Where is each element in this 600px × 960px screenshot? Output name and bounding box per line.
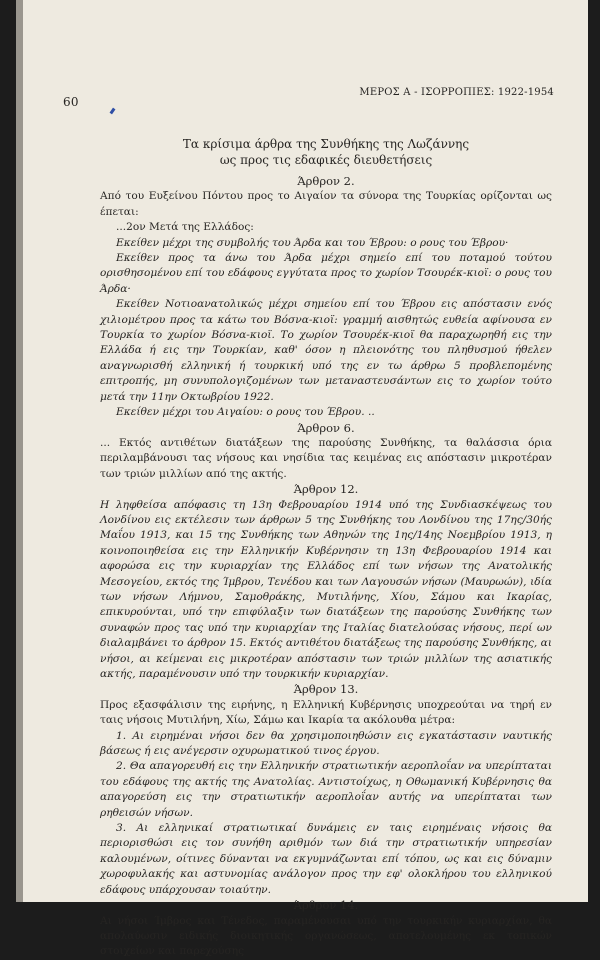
- page-edge-shadow: [16, 0, 23, 902]
- article-12-paragraph: Η ληφθείσα απόφασις τη 13η Φεβρουαρίου 1914 υπό της Συνδιασκέψεως του Λονδίνου εις εκτέλεσιν των άρθρων 5 της Συνθήκης του Λονδίνου της 17ης/30ής Μαΐου 1913, και 15 της Συνθήκης των Αθηνών της 1ης/14ης Νοεμβρίου 1913, η κοινοποιηθείσα εις την Ελληνικήν Κυβέρνησιν τη 13η Φεβρουαρίου 1914 και αφορώσα εις την κυριαρχίαν της Ελλάδος επί των νήσων της Ανατολικής Μεσογείου, εκτός της Ίμβρου, Τενέδου και των Λαγουσών νήσων (Μαυρωών), ιδία των νήσων Λήμνου, Σαμοθράκης, Μυτιλήνης, Χίου, Σάμου και Ικαρίας, επικυρούνται, υπό την επιφύλαξιν των διατάξεων της παρούσης Συνθήκης των συναφών προς τας υπό την κυριαρχίαν της Ιταλίας διατελούσας νήσους, περί ων διαλαμβάνει το άρθρον 15. Εκτός αντιθέτου διατάξεως της παρούσης Συνθήκης, αι νήσοι, αι κείμεναι εις μικροτέραν απόστασιν των τριών μιλλίων της ασιατικής ακτής, παραμένουσιν υπό την τουρκικήν κυριαρχίαν.: [100, 498, 552, 680]
- document-body: [100, 136, 552, 960]
- article-2-heading: Άρθρον 2.: [297, 174, 355, 188]
- article-2-paragraph: Εκείθεν προς τα άνω του Άρδα μέχρι σημείο επί του ποταμού τούτου ορισθησομένου επί του εδάφους εγγύτατα προς το χωρίον Τσουρέκ-κιοϊ: ο ρους του Άρδα·: [100, 252, 552, 295]
- article-2-paragraph: Εκείθεν μέχρι του Αιγαίου: ο ρους του Έβρου. ..: [116, 406, 375, 419]
- article-2-paragraph: Εκείθεν μέχρι της συμβολής του Άρδα και του Έβρου: ο ρους του Έβρου·: [116, 236, 509, 249]
- article-14-paragraph: Αι νήσοι Ίμβρος και Τένεδος, παραμένουσαι υπό την τουρκικήν κυριαρχίαν, θα απολαύωσιν ειδικής διοικητικής οργανώσεως, αποτελουμένης εκ τοπικών στοιχείων και παρεχούσης: [100, 914, 552, 958]
- ink-mark: [110, 108, 116, 115]
- article-13-item-1: 1. Αι ειρημέναι νήσοι δεν θα χρησιμοποιηθώσιν εις εγκατάστασιν ναυτικής βάσεως ή εις ανέγερσιν οχυρωματικού τινος έργου.: [100, 729, 552, 758]
- article-12-heading: Άρθρον 12.: [293, 482, 359, 497]
- title-line-1: Τα κρίσιμα άρθρα της Συνθήκης της Λωζάννης: [182, 137, 470, 151]
- article-2-paragraph: Εκείθεν Νοτιοανατολικώς μέχρι σημείου επί του Έβρου εις απόστασιν ενός χιλιομέτρου προς τα κάτω του Βόσνα-κιοϊ: γραμμή αισθητώς ευθεία αφίνουσα εν Τουρκία το χωρίον Βόσνα-κιοϊ. Το χωρίον Τσουρέκ-κιοϊ θα παραχωρηθή εις την Ελλάδα ή εις την Τουρκίαν, καθ' όσον η πλειονότης του πληθυσμού ήθελεν αναγνωρισθή ελληνική ή τουρκική υπό της εν τω άρθρω 5 προβλεπομένης επιτροπής, μη συνυπολογιζομένων των μεταναστευσάντων εις το χωρίον τούτο μετά την 11ην Οκτωβρίου 1922.: [100, 298, 552, 403]
- article-13-item-2: 2. Θα απαγορευθή εις την Ελληνικήν στρατιωτικήν αεροπλοΐαν να υπερίπταται του εδάφους της ακτής της Ανατολίας. Αντιστοίχως, η Οθωμανική Κυβέρνησις θα απαγορεύση εις την στρατιωτικήν αεροπλοΐαν αυτής να υπερίπταται των ρηθεισών νήσων.: [100, 760, 552, 819]
- article-2-subheading: ...2ον Μετά της Ελλάδος:: [116, 221, 254, 234]
- article-6-paragraph: ... Εκτός αντιθέτων διατάξεων της παρούσης Συνθήκης, τα θαλάσσια όρια περιλαμβάνουσι τας νήσους και νησίδια τας κειμένας εις απόστασιν μικροτέραν των τριών μιλλίων από της ακτής.: [100, 436, 552, 480]
- article-13-item-3: 3. Αι ελληνικαί στρατιωτικαί δυνάμεις εν ταις ειρημέναις νήσοις θα περιορισθώσι εις τον συνήθη αριθμόν των διά την στρατιωτικήν υπηρεσίαν καλουμένων, οίτινες δύνανται να εκγυμνάζωνται επί τόπου, ως και εις δύναμιν χωροφυλακής και αστυνομίας ανάλογον προς την εφ' ολοκλήρου του ελληνικού εδάφους υπάρχουσαν τοιαύτην.: [100, 822, 552, 896]
- article-6-heading: Άρθρον 6.: [297, 420, 355, 435]
- article-13-heading: Άρθρον 13.: [293, 682, 359, 697]
- running-head: ΜΕΡΟΣ Α - ΙΣΟΡΡΟΠΙΕΣ: 1922-1954: [359, 87, 554, 98]
- title-line-2: ως προς τις εδαφικές διευθετήσεις: [219, 153, 433, 167]
- document-page: [16, 0, 588, 958]
- page-number: 60: [63, 95, 79, 109]
- article-2-intro: Από του Ευξείνου Πόντου προς το Αιγαίον τα σύνορα της Τουρκίας ορίζονται ως έπεται:: [100, 190, 552, 218]
- article-13-intro: Προς εξασφάλισιν της ειρήνης, η Ελληνική Κυβέρνησις υποχρεούται να τηρή εν ταις νήσοις Μυτιλήνη, Χίω, Σάμω και Ικαρία τα ακόλουθα μέτρα:: [100, 698, 552, 727]
- article-14-heading: Άρθρον 14.: [293, 898, 359, 913]
- document-title: [100, 136, 552, 168]
